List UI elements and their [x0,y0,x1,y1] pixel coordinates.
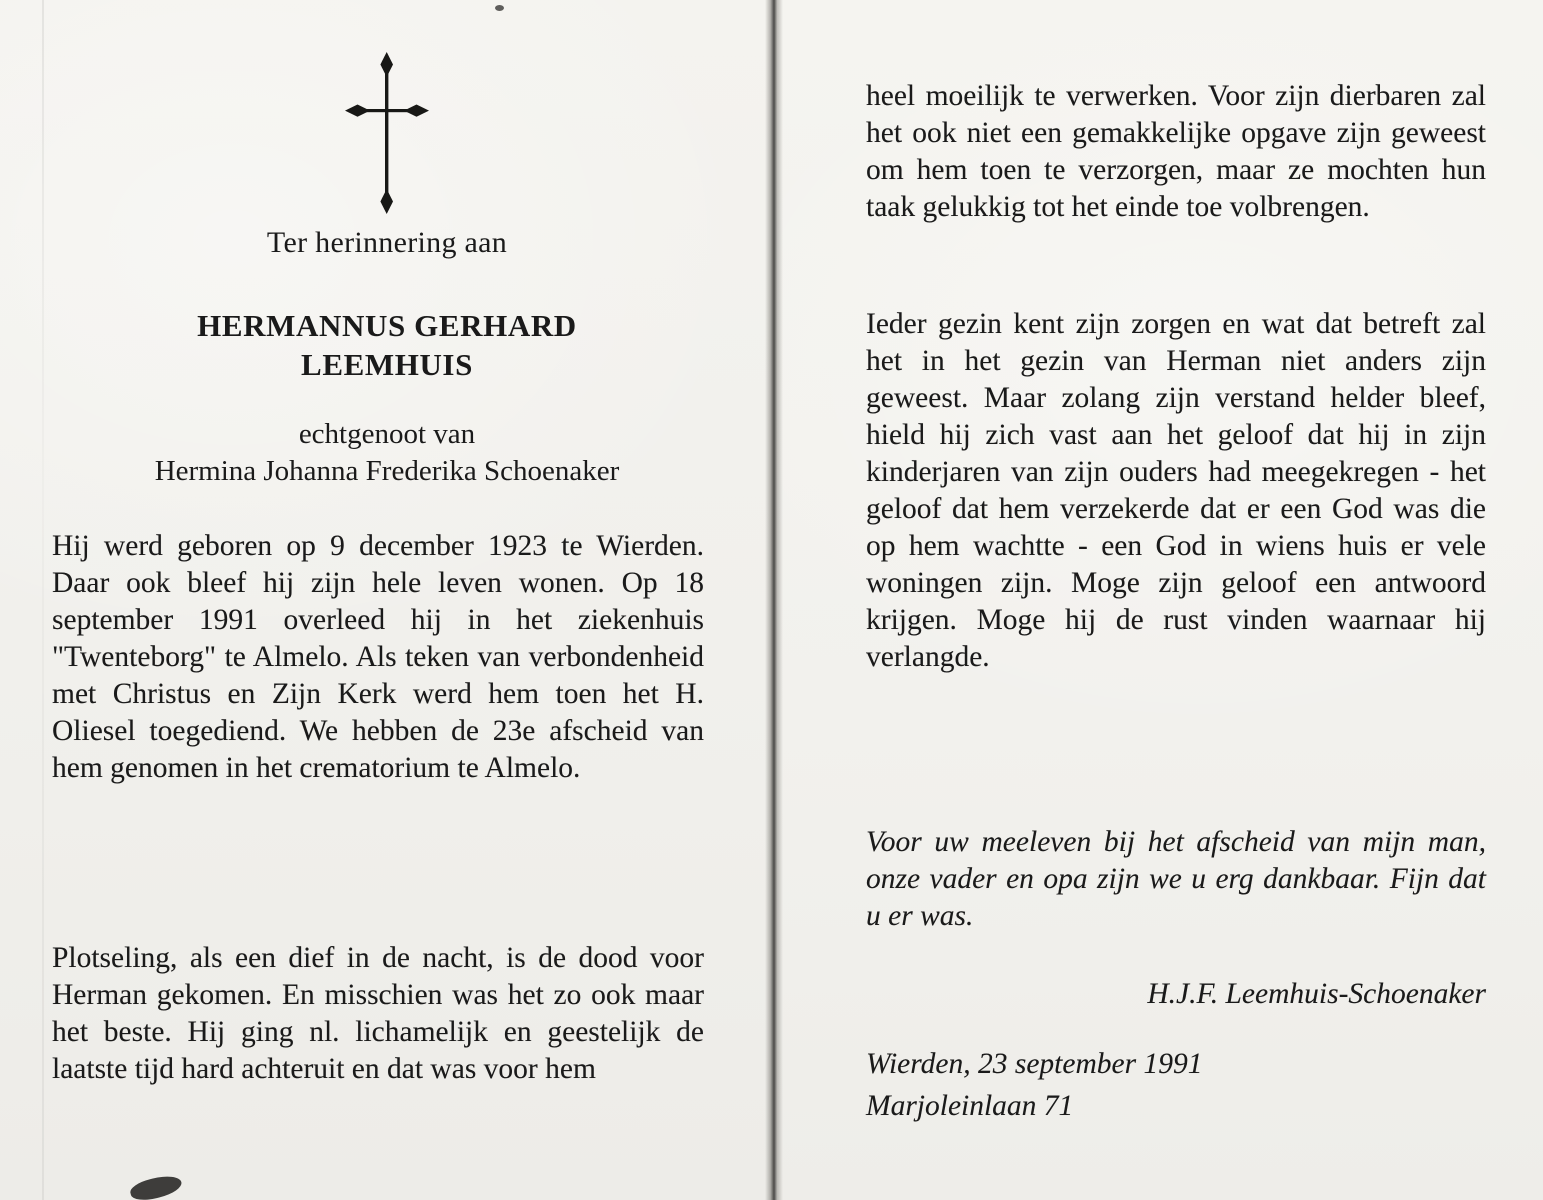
spouse-intro: echtgenoot van [298,418,476,450]
continuation-paragraph: heel moeilijk te verwerken. Voor zijn dierbaren zal het ook niet een gemakkelijke opgave zijn geweest om hem toen te verzorgen, maar ze mochten hun taak gelukkig tot het einde toe volbrengen. [866,80,1486,223]
deceased-name [0,306,774,384]
cross-icon [341,52,433,214]
scan-artifact [128,1172,183,1200]
biography-paragraph: Hij werd geboren op 9 december 1923 te Wierden. Daar ook bleef hij zijn hele leven wonen. Op 18 september 1991 overleed hij in het ziekenhuis "Twenteborg" te Almelo. Als teken van verbondenheid met Christus en Zijn Kerk werd hem toen het H. Oliesel toegediend. We hebben de 23e afscheid van hem genomen in het crematorium te Almelo. [52,530,704,784]
scan-crease [42,0,44,1200]
address: Marjoleinlaan 71 [866,1090,1074,1122]
page-fold-line [765,0,783,1200]
death-paragraph: Plotseling, als een dief in de nacht, is de dood voor Herman gekomen. En misschien was het zo ook maar het beste. Hij ging nl. lichamelijk en geestelijk de laatste tijd hard achteruit en dat was voor hem [52,942,704,1085]
place-date: Wierden, 23 september 1991 [866,1048,1203,1080]
page-right [774,0,1543,1200]
deceased-name-line2: LEEMHUIS [301,347,473,382]
spouse-name: Hermina Johanna Frederika Schoenaker [154,455,620,487]
gratitude-paragraph: Voor uw meeleven bij het afscheid van mijn man, onze vader en opa zijn we u erg dankbaar. Fijn dat u er was. [866,826,1486,932]
signature: H.J.F. Leemhuis-Schoenaker [1147,978,1486,1010]
deceased-name-line1: HERMANNUS GERHARD [197,308,577,343]
faith-paragraph: Ieder gezin kent zijn zorgen en wat dat betreft zal het in het gezin van Herman niet anders zijn geweest. Maar zolang zijn verstand helder bleef, hield hij zich vast aan het geloof dat hij in zijn kinderjaren van zijn ouders had meegekregen - het geloof dat hem verzekerde dat er een God was die op hem wachtte - een God in wiens huis er vele woningen zijn. Moge zijn geloof een antwoord krijgen. Moge hij de rust vinden waarnaar hij verlangde. [866,308,1486,673]
memorial-intro: Ter herinnering aan [266,226,508,259]
scan-artifact [495,5,504,11]
